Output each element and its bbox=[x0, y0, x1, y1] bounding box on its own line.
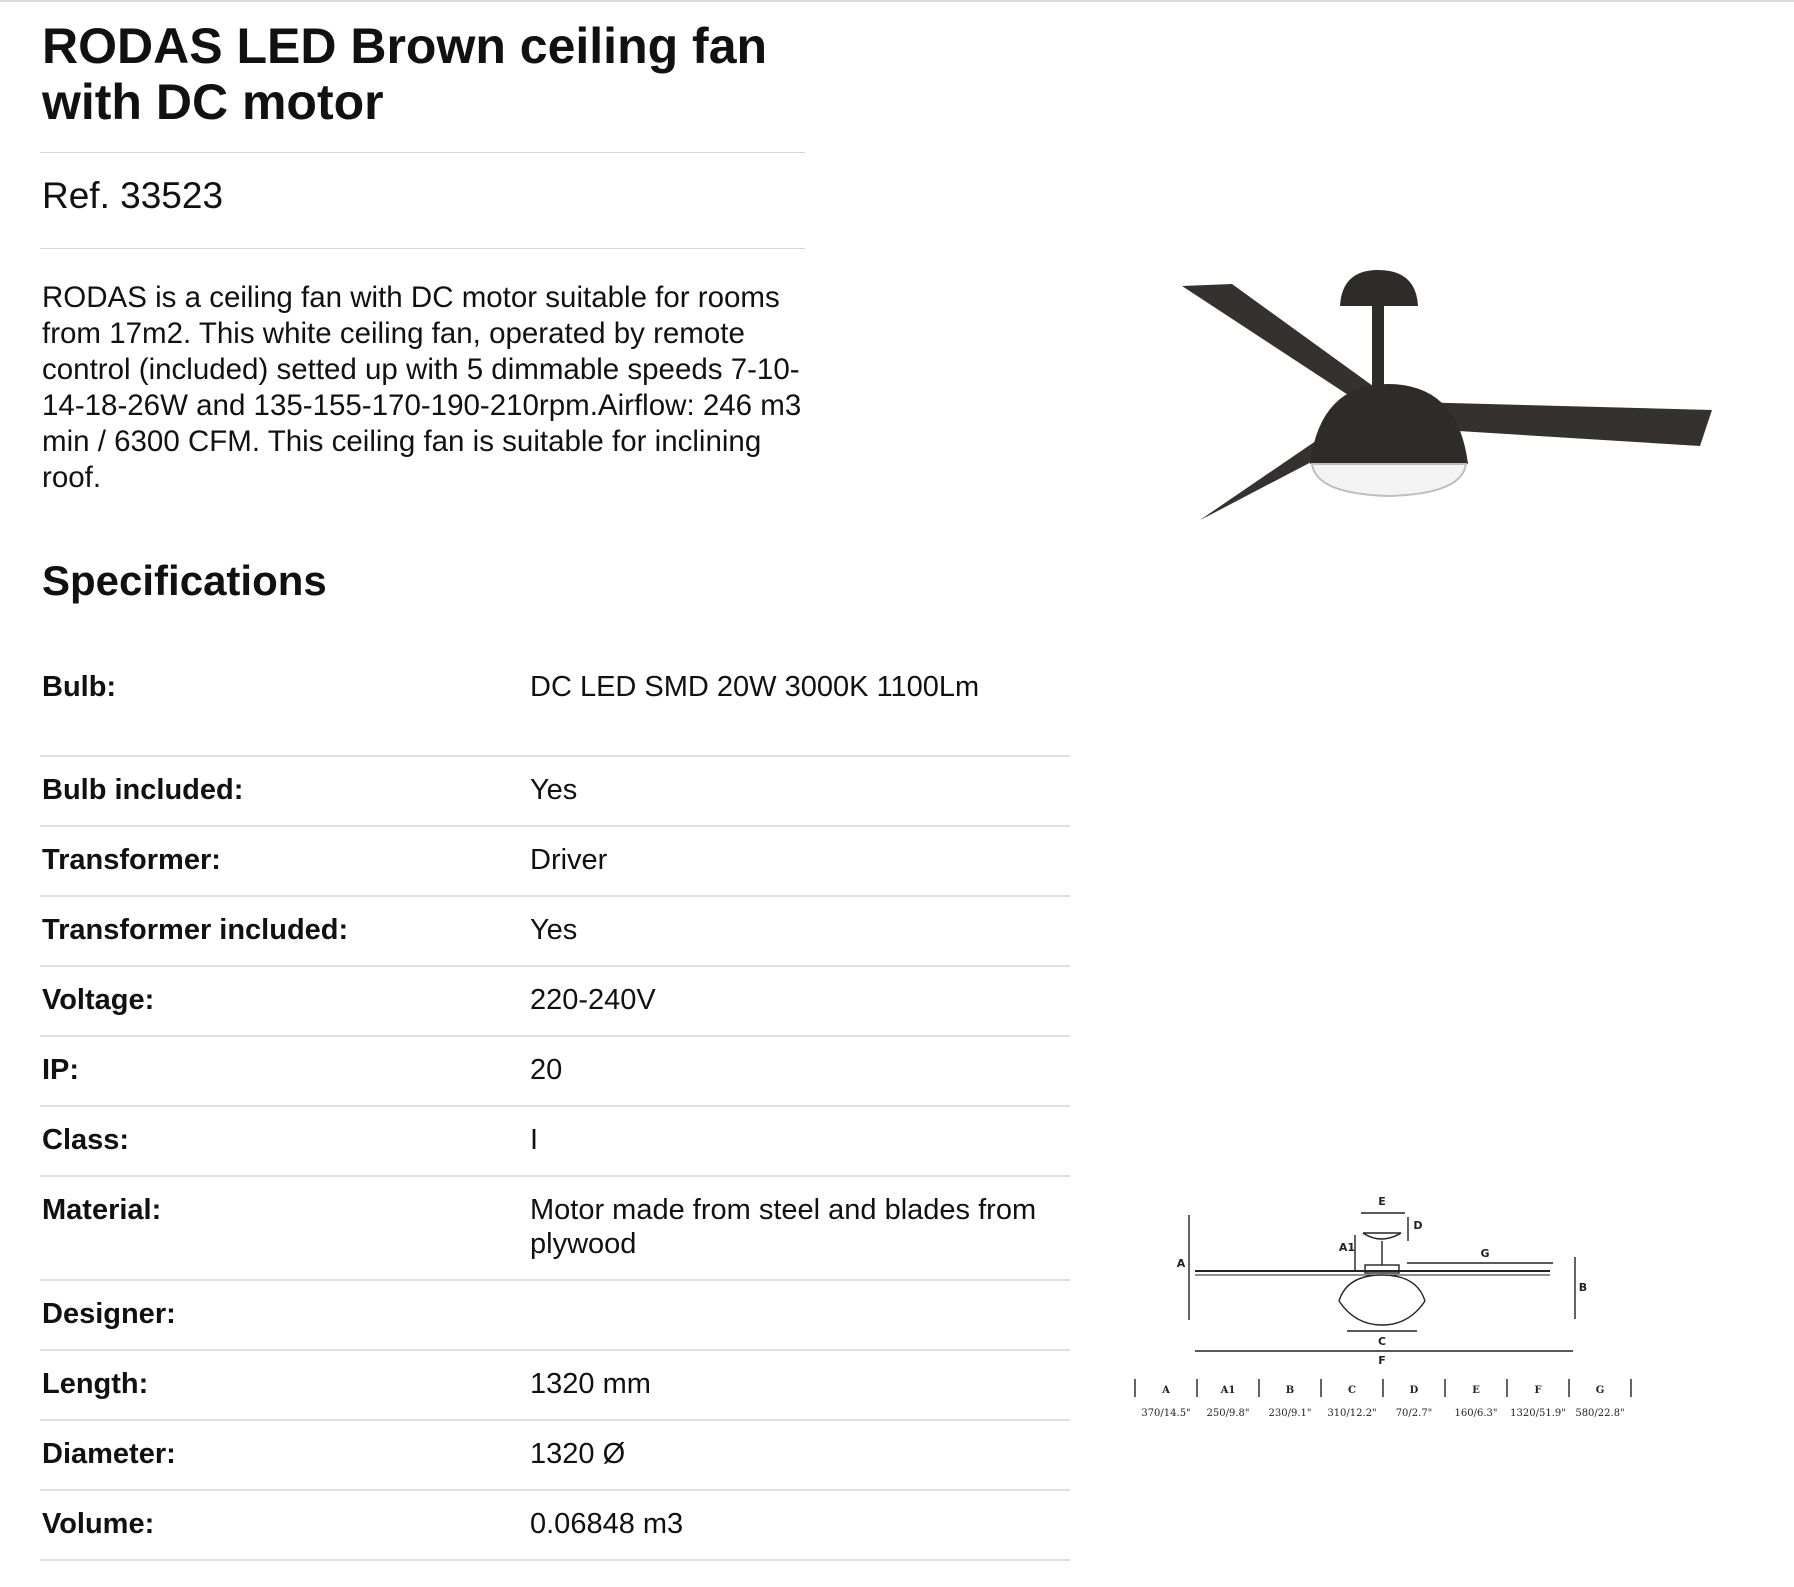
dim-value: 250/9.8" bbox=[1206, 1408, 1250, 1419]
spec-label: Designer: bbox=[42, 1298, 176, 1330]
dim-key: F bbox=[1534, 1385, 1542, 1396]
spec-label: Transformer: bbox=[42, 844, 221, 876]
marker-e: E bbox=[1378, 1195, 1386, 1208]
spec-row-material bbox=[40, 1177, 1070, 1281]
spec-value: 0.06848 m3 bbox=[530, 1508, 684, 1540]
marker-a: A bbox=[1176, 1257, 1186, 1270]
spec-value: I bbox=[530, 1124, 539, 1156]
spec-label: Class: bbox=[42, 1124, 130, 1156]
spec-label: Length: bbox=[42, 1368, 149, 1400]
spec-label: Voltage: bbox=[42, 984, 155, 1016]
spec-value bbox=[530, 1297, 1070, 1349]
dim-key: E bbox=[1472, 1385, 1480, 1396]
spec-row-volume bbox=[40, 1491, 1070, 1561]
specifications-heading: Specifications bbox=[42, 557, 327, 604]
spec-label: Bulb included: bbox=[42, 774, 244, 806]
fan-canopy bbox=[1340, 270, 1418, 306]
spec-label: Material: bbox=[42, 1194, 162, 1226]
spec-label: Diameter: bbox=[42, 1438, 176, 1470]
spec-label: Volume: bbox=[42, 1508, 155, 1540]
spec-row-bulb-included bbox=[40, 757, 1070, 827]
dim-key: G bbox=[1595, 1385, 1605, 1396]
title-divider bbox=[40, 152, 805, 153]
dim-value: 580/22.8" bbox=[1575, 1408, 1625, 1419]
dim-key: A1 bbox=[1220, 1385, 1236, 1396]
ceiling-fan-product-image bbox=[1160, 258, 1740, 538]
marker-g: G bbox=[1480, 1247, 1490, 1260]
dim-value: 160/6.3" bbox=[1454, 1408, 1498, 1419]
spec-row-transformer bbox=[40, 827, 1070, 897]
dim-value: 370/14.5" bbox=[1141, 1408, 1191, 1419]
spec-row-bulb bbox=[40, 648, 1070, 757]
spec-row-designer bbox=[40, 1281, 1070, 1351]
spec-value: 1320 mm bbox=[530, 1368, 651, 1400]
fan-light-cover bbox=[1312, 464, 1466, 496]
spec-value: Yes bbox=[530, 774, 578, 806]
dimension-diagram bbox=[1125, 1185, 1665, 1425]
dim-key: D bbox=[1409, 1385, 1419, 1396]
marker-d: D bbox=[1413, 1219, 1423, 1232]
spec-row-voltage bbox=[40, 967, 1070, 1037]
spec-row-class bbox=[40, 1107, 1070, 1177]
dim-value: 310/12.2" bbox=[1327, 1408, 1377, 1419]
product-title: RODAS LED Brown ceiling fan with DC motor bbox=[42, 18, 768, 130]
dim-value: 1320/51.9" bbox=[1510, 1408, 1566, 1419]
spec-value: Driver bbox=[530, 844, 608, 876]
specifications-table bbox=[40, 648, 1070, 1561]
spec-row-length bbox=[40, 1351, 1070, 1421]
dim-key: C bbox=[1348, 1385, 1356, 1396]
marker-f: F bbox=[1378, 1354, 1386, 1367]
spec-row-diameter bbox=[40, 1421, 1070, 1491]
product-reference: Ref. 33523 bbox=[42, 175, 224, 216]
dim-key: B bbox=[1285, 1385, 1295, 1396]
spec-label: Bulb: bbox=[42, 671, 117, 703]
fan-motor-housing bbox=[1310, 384, 1468, 464]
ref-divider bbox=[40, 248, 805, 249]
spec-value: 220-240V bbox=[530, 984, 656, 1016]
product-description: RODAS is a ceiling fan with DC motor suitable for rooms from 17m2. This white ceiling fan, operated by remote control (included) setted up with 5 dimmable speeds 7-10-14-18-26W and 135-155-170-190-210rpm.Airflow: 246 m3 min / 6300 CFM. This ceiling fan is suitable for inclining roof. bbox=[42, 281, 802, 494]
spec-value: Yes bbox=[530, 914, 578, 946]
spec-value: 20 bbox=[530, 1054, 563, 1086]
marker-a1: A1 bbox=[1338, 1241, 1356, 1254]
marker-c: C bbox=[1377, 1335, 1387, 1348]
dim-key: A bbox=[1162, 1385, 1170, 1396]
spec-row-transformer-included bbox=[40, 897, 1070, 967]
spec-row-ip bbox=[40, 1037, 1070, 1107]
spec-label: Transformer included: bbox=[42, 914, 349, 946]
spec-value: DC LED SMD 20W 3000K 1100Lm bbox=[530, 671, 980, 703]
marker-b: B bbox=[1578, 1281, 1588, 1294]
spec-value: Motor made from steel and blades from plywood bbox=[530, 1194, 1037, 1260]
dim-value: 70/2.7" bbox=[1395, 1408, 1433, 1419]
dim-value: 230/9.1" bbox=[1268, 1408, 1312, 1419]
top-border bbox=[0, 0, 1794, 2]
spec-value: 1320 Ø bbox=[530, 1438, 626, 1470]
spec-label: IP: bbox=[42, 1054, 80, 1086]
